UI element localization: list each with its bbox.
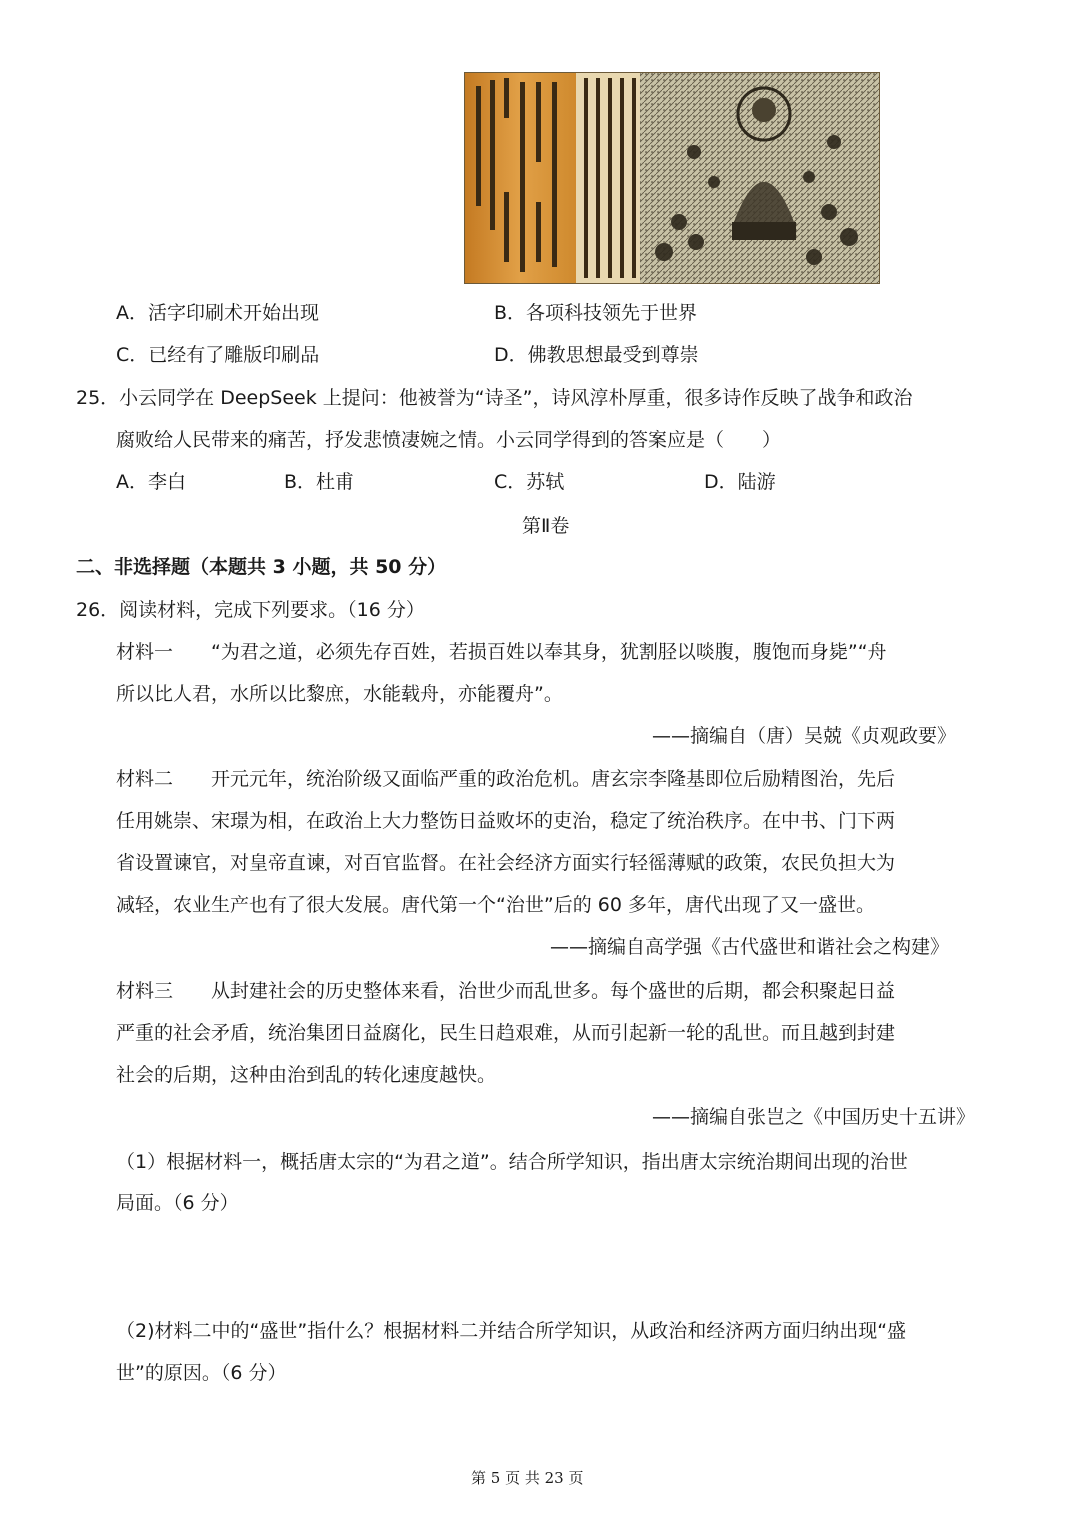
material1-line2: 所以比人君，水所以比黎庶，水能载舟，亦能覆舟”。 [116,683,563,705]
volume-title: 第Ⅱ卷 [522,515,570,537]
q24-option-a: A．活字印刷术开始出现 [116,302,319,324]
sutra-illustration [464,72,880,284]
subquestion2-line2: 世”的原因。（6 分） [116,1362,287,1384]
q25-stem-line1: 25．小云同学在 DeepSeek 上提问：他被誉为“诗圣”，诗风淳朴厚重，很多诗作反映了战争和政治 [76,387,913,409]
q26-stem: 26．阅读材料，完成下列要求。（16 分） [76,599,425,621]
q25-stem-line2: 腐败给人民带来的痛苦，抒发悲愤凄婉之情。小云同学得到的答案应是（ ） [116,429,782,451]
material1-line1: 材料一 “为君之道，必须先存百姓，若损百姓以奉其身，犹割胫以啖腹，腹饱而身毙”“舟 [116,641,887,663]
material2-source: ——摘编自高学强《古代盛世和谐社会之构建》 [550,936,950,958]
q25-option-b: B．杜甫 [284,471,355,493]
subquestion1-line2: 局面。（6 分） [116,1192,239,1214]
page-footer: 第 5 页 共 23 页 [471,1469,584,1487]
material2-line3: 省设置谏官，对皇帝直谏，对百官监督。在社会经济方面实行轻徭薄赋的政策，农民负担大为 [116,852,896,874]
material3-line3: 社会的后期，这种由治到乱的转化速度越快。 [116,1064,497,1086]
material1-source: ——摘编自（唐）吴兢《贞观政要》 [652,725,957,747]
material3-source: ——摘编自张岂之《中国历史十五讲》 [652,1106,976,1128]
section-heading: 二、非选择题（本题共 3 小题，共 50 分） [76,556,447,578]
q25-option-c: C．苏轼 [494,471,565,493]
material3-line1: 材料三 从封建社会的历史整体来看，治世少而乱世多。每个盛世的后期，都会积聚起日益 [116,980,896,1002]
subquestion1-line1: （1）根据材料一，概括唐太宗的“为君之道”。结合所学知识，指出唐太宗统治期间出现的治世 [116,1151,908,1173]
q24-option-d: D．佛教思想最受到尊崇 [494,344,699,366]
diamond-sutra-image [464,72,880,284]
q24-option-b: B．各项科技领先于世界 [494,302,698,324]
q25-option-a: A．李白 [116,471,186,493]
subquestion2-line1: （2)材料二中的“盛世”指什么？根据材料二并结合所学知识，从政治和经济两方面归纳出现“盛 [116,1320,907,1342]
material2-line4: 减轻，农业生产也有了很大发展。唐代第一个“治世”后的 60 多年，唐代出现了又一盛世。 [116,894,875,916]
material3-line2: 严重的社会矛盾，统治集团日益腐化，民生日趋艰难，从而引起新一轮的乱世。而且越到封建 [116,1022,896,1044]
material2-line2: 任用姚崇、宋璟为相，在政治上大力整饬日益败坏的吏治，稳定了统治秩序。在中书、门下两 [116,810,896,832]
q24-option-c: C．已经有了雕版印刷品 [116,344,320,366]
material2-line1: 材料二 开元元年，统治阶级又面临严重的政治危机。唐玄宗李隆基即位后励精图治，先后 [116,768,896,790]
q25-option-d: D．陆游 [704,471,776,493]
